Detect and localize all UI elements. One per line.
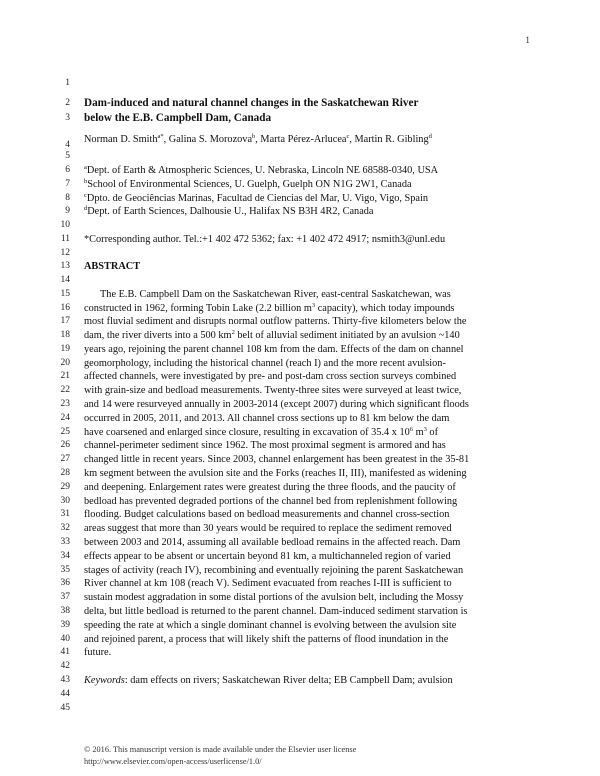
author-smith: Norman D. Smith: [84, 134, 158, 145]
line-number: 39: [60, 620, 70, 630]
title-line-2: below the E.B. Campbell Dam, Canada: [84, 112, 272, 124]
line-number: 3: [65, 113, 70, 123]
abstract-line-36: River channel at km 108 (reach V). Sediment evacuated from reaches I-III is sufficient to: [84, 578, 452, 589]
line-number: 28: [60, 468, 70, 478]
line-number: 34: [60, 551, 70, 561]
line-number: 29: [60, 482, 70, 492]
line-number: 25: [60, 427, 70, 437]
line-number: 2: [65, 98, 70, 108]
abstract-line-16: constructed in 1962, forming Tobin Lake (2.2 billion $m^3$ capacity), which today impounds: [84, 302, 455, 314]
keywords-label: Keywords: [84, 675, 125, 686]
line-number: 9: [65, 206, 70, 216]
author-morozova: , Galina S. Morozova: [163, 134, 253, 145]
title-line-1: Dam-induced and natural channel changes in the Saskatchewan River: [84, 97, 419, 109]
abstract-line-19: years ago, rejoining the parent channel 108 km from the dam. Effects of the dam on channel: [84, 344, 464, 355]
line-number: 21: [60, 371, 70, 381]
abstract-line-29: and deepening. Enlargement rates were greatest during the three floods, and the paucity of: [84, 482, 456, 493]
line-number: 30: [60, 496, 70, 506]
line-number: 42: [60, 661, 70, 671]
line-number: 38: [60, 606, 70, 616]
abstract-line-35: stages of activity (reach IV), recombining and eventually rejoining the parent Saskatchewan: [84, 565, 464, 576]
abstract-line-22: with grain-size and bedload measurements. Twenty-three sites were surveyed at least twice,: [84, 385, 462, 396]
abstract-line-30: bedload has prevented degraded portions of the channel bed from replenishment following: [84, 496, 458, 507]
abstract-line-39: speeding the rate at which a single dominant channel is evolving between the avulsion site: [84, 620, 457, 631]
abstract-line-15: The E.B. Campbell Dam on the Saskatchewan River, east-central Saskatchewan, was: [100, 289, 451, 300]
abstract-line-31: flooding. Budget calculations based on bedload measurements and channel cross-section: [84, 509, 450, 520]
line-number: 7: [65, 179, 70, 189]
corresponding-author: *Corresponding author. Tel.:+1 402 472 5362; fax: +1 402 472 4917; nsmith3@unl.edu: [84, 234, 446, 245]
author-gibling-affil: d: [428, 133, 432, 140]
author-perez-arlucea: , Marta Pérez-Arlucea: [255, 134, 347, 145]
line-number: 45: [60, 703, 70, 713]
line-number: 10: [60, 220, 70, 230]
affiliation-d: $^d$Dept. of Earth Sciences, Dalhousie U., Halifax NS B3H 4R2, Canada: [84, 205, 374, 217]
abstract-line-17: most fluvial sediment and disrupts normal outflow patterns. Thirty-five kilometers below the: [84, 316, 467, 327]
line-number: 11: [60, 234, 70, 244]
author-gibling: , Martin R. Gibling: [349, 134, 429, 145]
abstract-line-37: sustain modest aggradation in some distal portions of the avulsion belt, including the Mossy: [84, 592, 464, 603]
line-number: 5: [65, 151, 70, 161]
line-number: 35: [60, 565, 70, 575]
line-number: 43: [60, 675, 70, 685]
line-number: 41: [60, 647, 70, 657]
abstract-line-38: delta, but little bedload is returned to the parent channel. Dam-induced sediment starvation is: [84, 606, 468, 617]
affiliation-c: $^c$Dpto. de Geociências Marinas, Facultad de Ciencias del Mar, U. Vigo, Vigo, Spain: [84, 192, 429, 204]
abstract-line-25: have coarsened and enlarged since closure, resulting in excavation of 35.4 x $10^6$ $m^3$ of: [84, 426, 439, 438]
line-number: 14: [60, 275, 70, 285]
affiliation-a: $^a$Dept. of Earth & Atmospheric Sciences, U. Nebraska, Lincoln NE 68588-0340, USA: [84, 164, 439, 176]
line-number: 16: [60, 303, 70, 313]
abstract-line-32: areas suggest that more than 30 years would be required to replace the sediment removed: [84, 523, 452, 534]
abstract-line-41: future.: [84, 647, 112, 658]
author-perez-arlucea-affil: c: [346, 133, 350, 140]
keywords-list: : dam effects on rivers; Saskatchewan River delta; EB Campbell Dam; avulsion: [124, 675, 453, 686]
author-list: [84, 134, 432, 145]
abstract-line-27: changed little in recent years. Since 2003, channel enlargement has been greatest in the 35-81: [84, 454, 470, 465]
line-number: 17: [60, 316, 70, 326]
abstract-line-26: channel-perimeter sediment since 1962. The most proximal segment is armored and has: [84, 440, 446, 451]
line-number: 40: [60, 634, 70, 644]
abstract-line-28: km segment between the avulsion site and the Forks (reaches II, III), manifested as widening: [84, 468, 467, 479]
abstract-line-34: effects appear to be absent or uncertain beyond 81 km, a multichanneled region of varied: [84, 551, 451, 562]
license-notice: © 2016. This manuscript version is made available under the Elsevier user license: [84, 745, 357, 754]
keywords-line: [84, 675, 453, 686]
line-number: 27: [60, 454, 70, 464]
abstract-line-40: and rejoined parent, a process that will likely shift the patterns of flood inundation in the: [84, 634, 449, 645]
line-number: 8: [65, 193, 70, 203]
line-number: 12: [60, 248, 70, 258]
line-number: 36: [60, 578, 70, 588]
author-smith-affil: a*: [157, 133, 164, 140]
line-number: 23: [60, 399, 70, 409]
abstract-line-24: occurred in 2005, 2011, and 2013. All channel cross sections up to 81 km below the dam: [84, 413, 450, 424]
line-number: 6: [65, 165, 70, 175]
line-number: 24: [60, 413, 70, 423]
abstract-line-18: dam, the river diverts into a 500 $km^2$ belt of alluvial sediment initiated by an avulsion ~140: [84, 329, 460, 341]
line-number: 1: [65, 78, 70, 88]
line-number: 4: [65, 140, 70, 150]
line-number: 15: [60, 289, 70, 299]
abstract-line-23: and 14 were resurveyed annually in 2003-2014 (except 2007) during which significant floods: [84, 399, 469, 410]
line-number: 13: [60, 261, 70, 271]
affiliation-b: $^b$School of Environmental Sciences, U. Guelph, Guelph ON N1G 2W1, Canada: [84, 178, 412, 190]
line-number: 20: [60, 358, 70, 368]
line-number: 33: [60, 537, 70, 547]
abstract-line-21: affected channels, were investigated by pre- and post-dam cross section surveys combined: [84, 371, 457, 382]
author-morozova-affil: b: [252, 133, 256, 140]
line-number: 19: [60, 344, 70, 354]
line-number: 31: [60, 509, 70, 519]
abstract-heading: ABSTRACT: [84, 261, 141, 272]
line-number: 44: [60, 689, 70, 699]
line-number: 26: [60, 440, 70, 450]
line-number: 32: [60, 523, 70, 533]
line-number: 37: [60, 592, 70, 602]
abstract-line-33: between 2003 and 2014, assuming all available bedload remains in the affected reach. Dam: [84, 537, 461, 548]
line-number: 18: [60, 330, 70, 340]
license-url: http://www.elsevier.com/open-access/userlicense/1.0/: [84, 757, 262, 766]
page-number: 1: [525, 36, 530, 46]
line-number: 22: [60, 385, 70, 395]
abstract-line-20: geomorphology, including the historical channel (reach I) and the more recent avulsion-: [84, 358, 446, 369]
